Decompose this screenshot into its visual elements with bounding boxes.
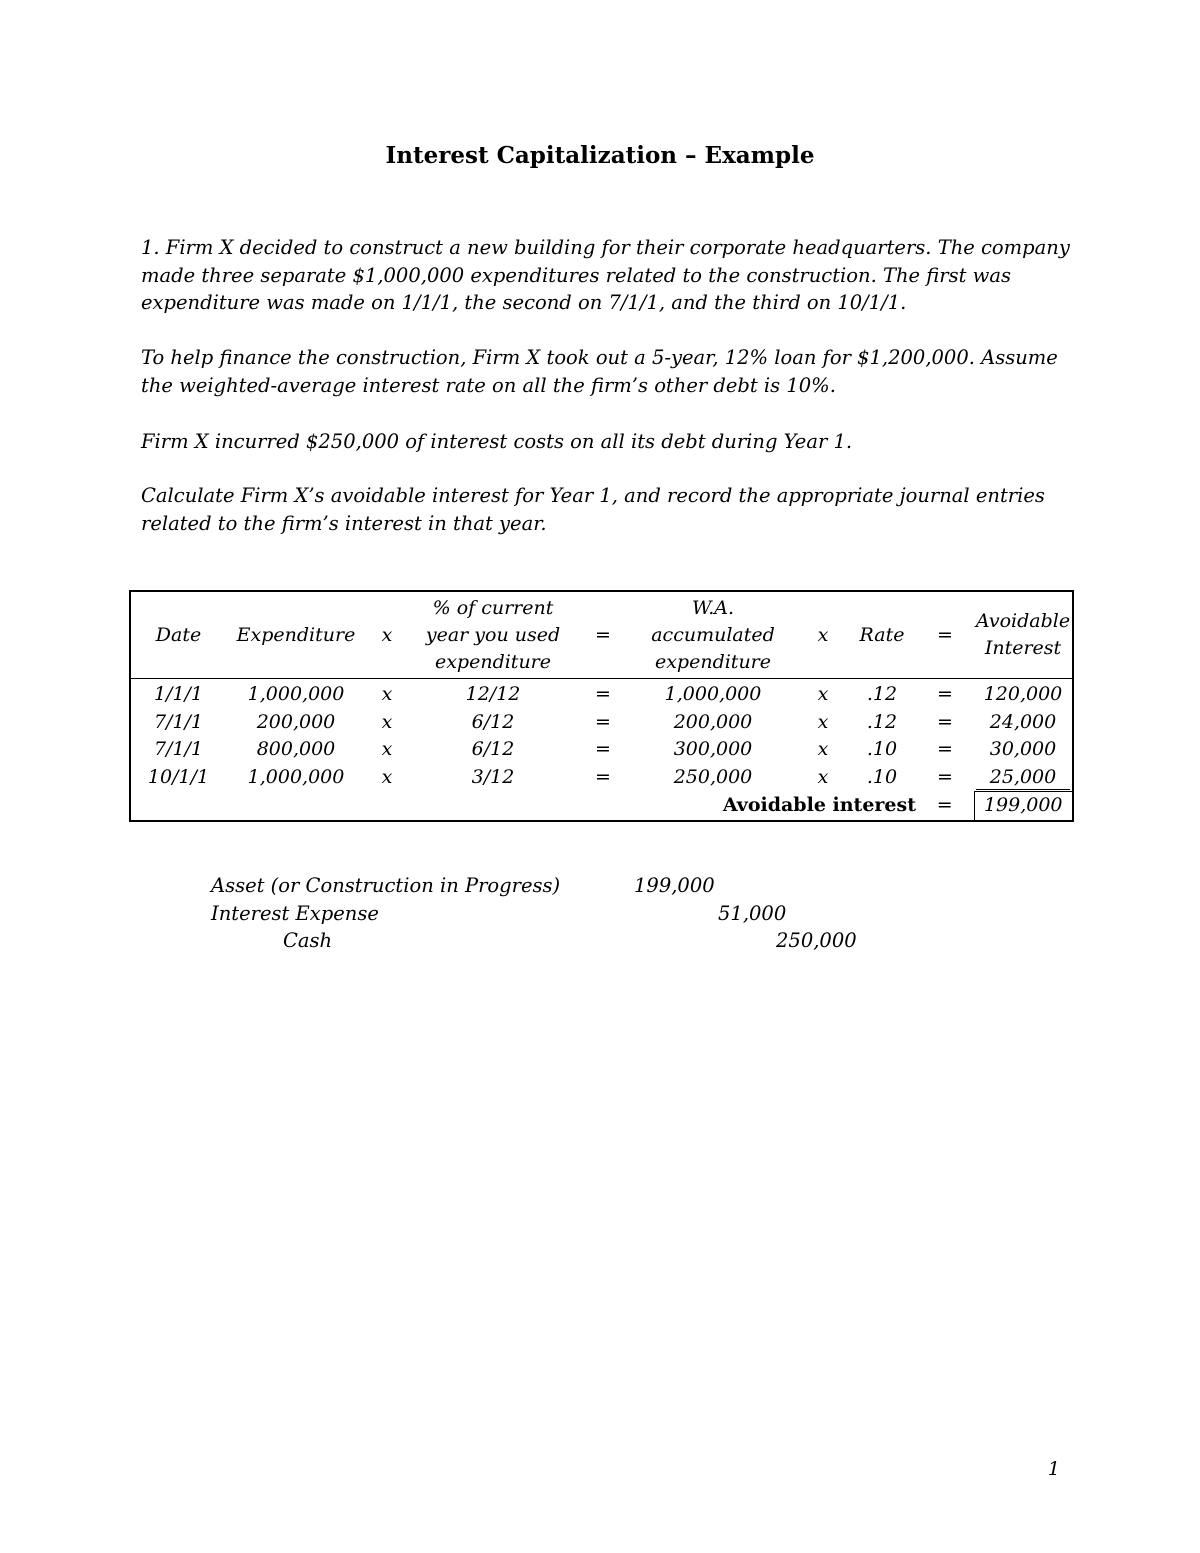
header-avoidable-interest [974,591,1073,679]
journal-line [211,900,911,928]
cell-percent: 3/12 [471,765,515,788]
cell-times: x [381,710,393,733]
cell-expenditure: 1,000,000 [247,683,345,705]
table-row [130,736,1073,764]
cell-equals: = [595,738,611,760]
cell-interest: 120,000 [983,683,1063,705]
table-row [130,709,1073,737]
cell-interest: 30,000 [989,738,1057,760]
problem-text-4: Calculate Firm X’s avoidable interest for Year 1, and record the appropriate journal entries related to the firm’s interest in that year. [141,484,1045,535]
cell-interest-underlined: 25,000 [976,765,1070,790]
cell-wa: 200,000 [673,710,753,733]
cell-equals: = [937,765,953,788]
journal-debit: 199,000 [634,874,715,897]
cell-rate: .10 [866,738,898,760]
page-number: 1 [1047,1458,1060,1480]
header-wa-accumulated [628,591,798,679]
cell-date: 7/1/1 [153,738,204,760]
header-times-2: x [798,591,848,679]
header-equals-1: = [578,591,628,679]
cell-equals: = [937,683,953,705]
header-wa-line-3: expenditure [654,650,772,673]
problem-text-2: To help finance the construction, Firm X took out a 5-year, 12% loan for $1,200,000. Assume the weighted-average interest rate on all the firm’s other debt is 10%. [141,346,1058,397]
journal-line [211,872,911,900]
cell-times: x [381,765,393,788]
problem-paragraph-4 [141,482,1071,537]
table-row [130,679,1073,709]
cell-equals: = [937,738,953,760]
table-header-row [130,591,1073,679]
cell-expenditure: 1,000,000 [247,765,345,788]
journal-debit: 51,000 [718,901,787,925]
header-expenditure: Expenditure [226,591,366,679]
header-date: Date [130,591,226,679]
cell-times: x [817,738,829,760]
cell-date: 1/1/1 [153,683,204,705]
problem-paragraph-3 [141,428,1071,456]
total-equals: = [936,793,953,816]
page-title: Interest Capitalization – Example [385,142,815,169]
problem-text-3: Firm X incurred $250,000 of interest costs on all its debt during Year 1. [141,430,853,453]
cell-times: x [817,710,829,733]
table-row [130,764,1073,792]
cell-date: 7/1/1 [153,710,204,733]
cell-wa: 1,000,000 [664,683,762,705]
journal-entry [211,872,911,955]
problem-paragraph-1 [141,234,1071,317]
total-value: 199,000 [974,792,1073,821]
cell-interest: 24,000 [989,710,1057,733]
header-wa-line-2: accumulated [651,623,775,646]
header-avoidable-line-1: Avoidable [975,610,1071,632]
header-avoidable-line-2: Interest [984,637,1062,659]
cell-times: x [817,683,829,705]
journal-account: Asset (or Construction in Progress) [211,874,561,897]
cell-expenditure: 200,000 [256,710,336,733]
cell-equals: = [595,765,611,788]
table-total-row [130,792,1073,821]
header-percent-line-1: % of current [432,596,554,619]
header-percent-line-3: expenditure [434,650,552,673]
journal-account: Cash [283,929,333,952]
cell-equals: = [595,683,611,705]
cell-percent: 6/12 [471,738,515,760]
cell-percent: 6/12 [471,710,515,733]
cell-interest [974,764,1073,792]
cell-wa: 250,000 [673,765,753,788]
header-times-1: x [366,591,408,679]
cell-times: x [381,683,393,705]
avoidable-interest-table [129,590,1074,822]
cell-rate: .12 [866,710,898,733]
cell-wa: 300,000 [673,738,753,760]
cell-equals: = [937,710,953,733]
header-percent-used [408,591,578,679]
cell-expenditure: 800,000 [256,738,336,760]
cell-rate: .10 [866,765,898,788]
problem-paragraph-2 [141,344,1071,399]
journal-credit: 250,000 [776,929,857,952]
header-percent-line-2: year you used [425,623,561,646]
problem-text-1: 1. Firm X decided to construct a new building for their corporate headquarters. The company made three separate $1,000,000 expenditures related to the construction. The first was expenditure was made on 1/1/1, the second on 7/1/1, and the third on 10/1/1. [141,236,1070,314]
total-label: Avoidable interest [722,793,916,816]
cell-times: x [817,765,829,788]
header-wa-line-1: W.A. [691,596,734,619]
journal-line [211,927,911,955]
header-rate: Rate [848,591,916,679]
journal-account: Interest Expense [211,901,379,925]
cell-equals: = [595,710,611,733]
header-equals-2: = [916,591,974,679]
cell-date: 10/1/1 [147,765,210,788]
cell-rate: .12 [866,683,898,705]
cell-percent: 12/12 [465,683,521,705]
cell-times: x [381,738,393,760]
